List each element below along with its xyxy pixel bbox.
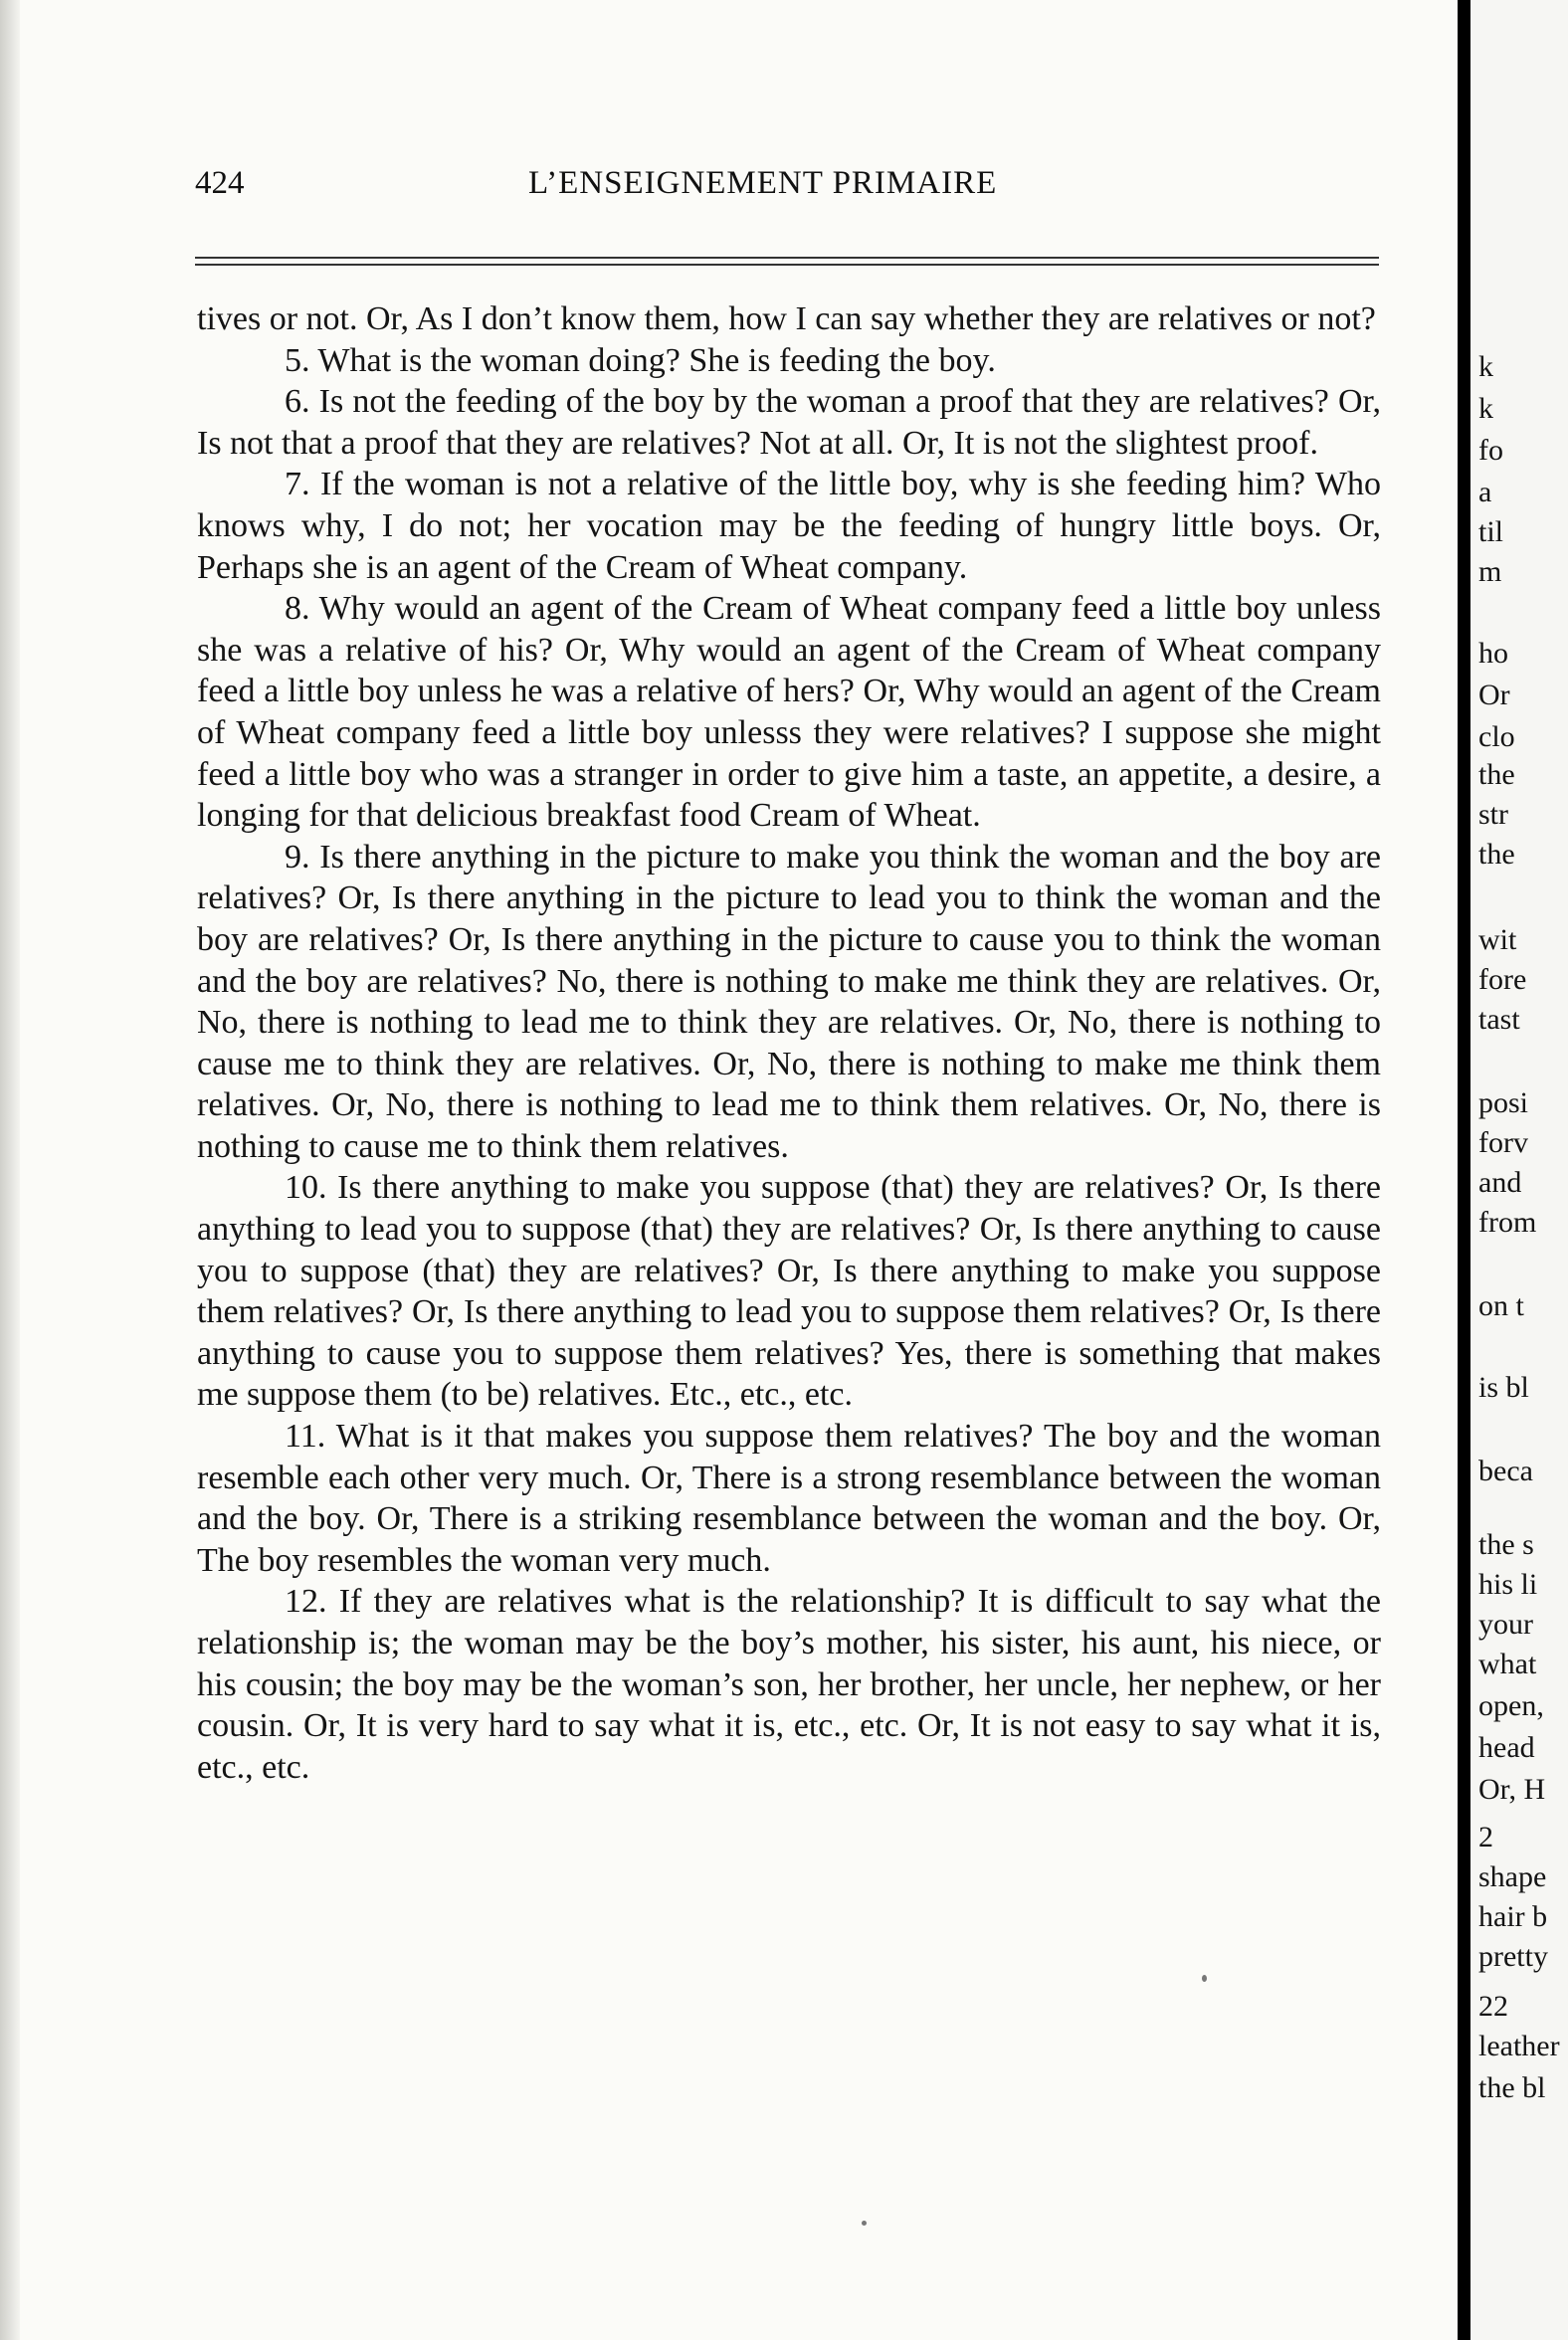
facing-page-fragment: the (1478, 838, 1515, 871)
paragraph-5: 5. What is the woman doing? She is feeding the boy. (285, 341, 996, 379)
body-text (197, 298, 1381, 1788)
page-gutter (1458, 0, 1470, 2340)
facing-page-fragment: clo (1478, 720, 1515, 753)
facing-page-fragment: a (1478, 476, 1492, 508)
facing-page-fragment: k (1478, 392, 1493, 425)
page-edge-shadow (0, 0, 20, 2340)
paragraph-7: 7. If the woman is not a relative of the little boy, why is she feeding him? Who knows why, I do not; her vocation may be the feeding of hungry little boys. Or, Perhaps she is an agent of the Cream of Wheat company. (197, 466, 1381, 586)
facing-page-fragment: his li (1478, 1568, 1538, 1601)
facing-page-fragment: and (1478, 1166, 1522, 1199)
facing-page-fragment: Or (1478, 679, 1510, 711)
header-rule-bottom (195, 264, 1379, 266)
facing-page-fragment: ho (1478, 637, 1508, 670)
page-number: 424 (195, 165, 245, 201)
facing-page-fragment: what (1478, 1648, 1537, 1680)
facing-page-fragment: beca (1478, 1455, 1533, 1487)
facing-page-fragment: pretty (1478, 1940, 1548, 1973)
facing-page-fragment: head (1478, 1731, 1535, 1764)
page-header (195, 165, 1379, 209)
facing-page-fragment: is bl (1478, 1371, 1529, 1404)
facing-page-fragment: from (1478, 1206, 1537, 1239)
facing-page-fragment: hair b (1478, 1900, 1548, 1933)
facing-page-fragment: fo (1478, 434, 1503, 467)
paragraph-8: 8. Why would an agent of the Cream of Wheat company feed a little boy unless she was a relative of his? Or, Why would an agent of the Cream of Wheat company feed a little boy unless he was a relative of hers? Or, Why would an agent of the Cream of Wheat company feed a little boy unlesss they were relatives? I suppose she might feed a little boy who was a stranger in order to give him a taste, an appetite, a desire, a longing for that delicious breakfast food Cream of Wheat. (197, 590, 1381, 835)
facing-page-edge (1470, 0, 1568, 2340)
paper-speck (862, 2221, 867, 2226)
facing-page-fragment: str (1478, 798, 1508, 831)
facing-page-fragment: k (1478, 350, 1493, 383)
facing-page-fragment: wit (1478, 923, 1517, 956)
facing-page-fragment: Or, H (1478, 1773, 1546, 1806)
paragraph-6: 6. Is not the feeding of the boy by the woman a proof that they are relatives? Or, Is not that a proof that they are relatives? Not at all. Or, It is not the slightest proof. (197, 383, 1381, 462)
facing-page-fragment: m (1478, 555, 1502, 588)
facing-page-fragment: shape (1478, 1860, 1547, 1893)
paragraph-10: 10. Is there anything to make you suppose (that) they are relatives? Or, Is there anything to lead you to suppose (that) they are relatives? Or, Is there anything to cause you to suppose (that) they are relatives? Or, Is there anything to make you suppose them relatives? Or, Is there anything to lead you to suppose them relatives? Or, Is there anything to cause you to suppose them relatives? Yes, there is something that makes me suppose them (to be) relatives. Etc., etc., etc. (197, 1169, 1381, 1414)
facing-page-fragment: forv (1478, 1126, 1528, 1159)
facing-page-fragment: 22 (1478, 1990, 1508, 2023)
facing-page-fragment: tast (1478, 1003, 1520, 1036)
facing-page-fragment: your (1478, 1608, 1533, 1641)
paper-speck (1202, 1975, 1207, 1982)
facing-page-fragment: posi (1478, 1086, 1529, 1119)
facing-page-fragment: 2 (1478, 1821, 1493, 1853)
paragraph-9: 9. Is there anything in the picture to make you think the woman and the boy are relatives? Or, Is there anything in the picture to lead you to think the woman and the boy are relatives? Or, Is there anything in the picture to cause you to think the woman and the boy are relatives? No, there is nothing to make me think they are relatives. Or, No, there is nothing to lead me to think they are relatives. Or, No, there is nothing to cause me to think they are relatives. Or, No, there is nothing to make me think them relatives. Or, No, there is nothing to lead me to think them relatives. Or, No, there is nothing to cause me to think them relatives. (197, 838, 1381, 1165)
running-head: L’ENSEIGNEMENT PRIMAIRE (528, 165, 998, 201)
facing-page-fragment: til (1478, 515, 1504, 548)
paragraph-11: 11. What is it that makes you suppose them relatives? The boy and the woman resemble each other very much. Or, There is a strong resemblance between the woman and the boy. Or, There is a striking resemblance between the woman and the boy. Or, The boy resembles the woman very much. (197, 1418, 1381, 1579)
facing-page-fragment: the s (1478, 1528, 1534, 1561)
facing-page-fragment: the bl (1478, 2071, 1546, 2104)
facing-page-fragment: leather (1478, 2030, 1560, 2062)
facing-page-fragment: fore (1478, 963, 1527, 996)
facing-page-fragment: the (1478, 758, 1515, 791)
facing-page-fragment: on t (1478, 1289, 1524, 1322)
facing-page-fragment: open, (1478, 1689, 1544, 1722)
header-rule-top (195, 257, 1379, 259)
paragraph-continuation: tives or not. Or, As I don’t know them, how I can say whether they are relatives or not? (197, 300, 1376, 337)
paragraph-12: 12. If they are relatives what is the relationship? It is difficult to say what the relationship is; the woman may be the boy’s mother, his sister, his aunt, his niece, or his cousin; the boy may be the woman’s son, her brother, her uncle, her nephew, or her cousin. Or, It is very hard to say what it is, etc., etc. Or, It is not easy to say what it is, etc., etc. (197, 1583, 1381, 1786)
